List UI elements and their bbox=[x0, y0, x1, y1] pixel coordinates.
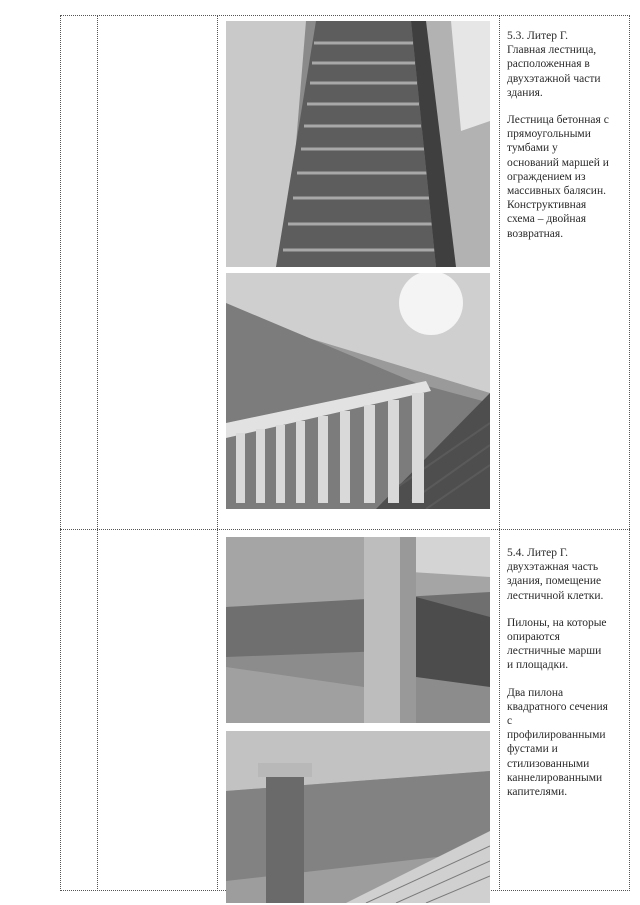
description-paragraph: Пилоны, на которые опираются лестничные марши и площадки. bbox=[507, 616, 607, 672]
table-row bbox=[60, 529, 630, 890]
table-row bbox=[60, 15, 630, 529]
photo-staircase bbox=[226, 21, 490, 267]
row-description bbox=[507, 29, 630, 254]
row-description bbox=[507, 546, 630, 812]
photo-balustrade bbox=[226, 273, 490, 509]
description-paragraph: 5.3. Литер Г. Главная лестница, расположенная в двухэтажной части здания. bbox=[507, 30, 601, 99]
document-table bbox=[60, 15, 630, 891]
description-paragraph: 5.4. Литер Г. двухэтажная часть здания, помещение лестничной клетки. bbox=[507, 547, 604, 602]
photo-pylon-capital bbox=[226, 731, 490, 903]
photo-pylon bbox=[226, 537, 490, 723]
description-paragraph: Лестница бетонная с прямоугольными тумбами у оснований маршей и ограждением из массивных балясин. Конструктивная схема – двойная возвратная. bbox=[507, 114, 609, 240]
description-paragraph: Два пилона квадратного сечения с профилированными фустами и стилизованными каннелированными капителями. bbox=[507, 686, 608, 799]
